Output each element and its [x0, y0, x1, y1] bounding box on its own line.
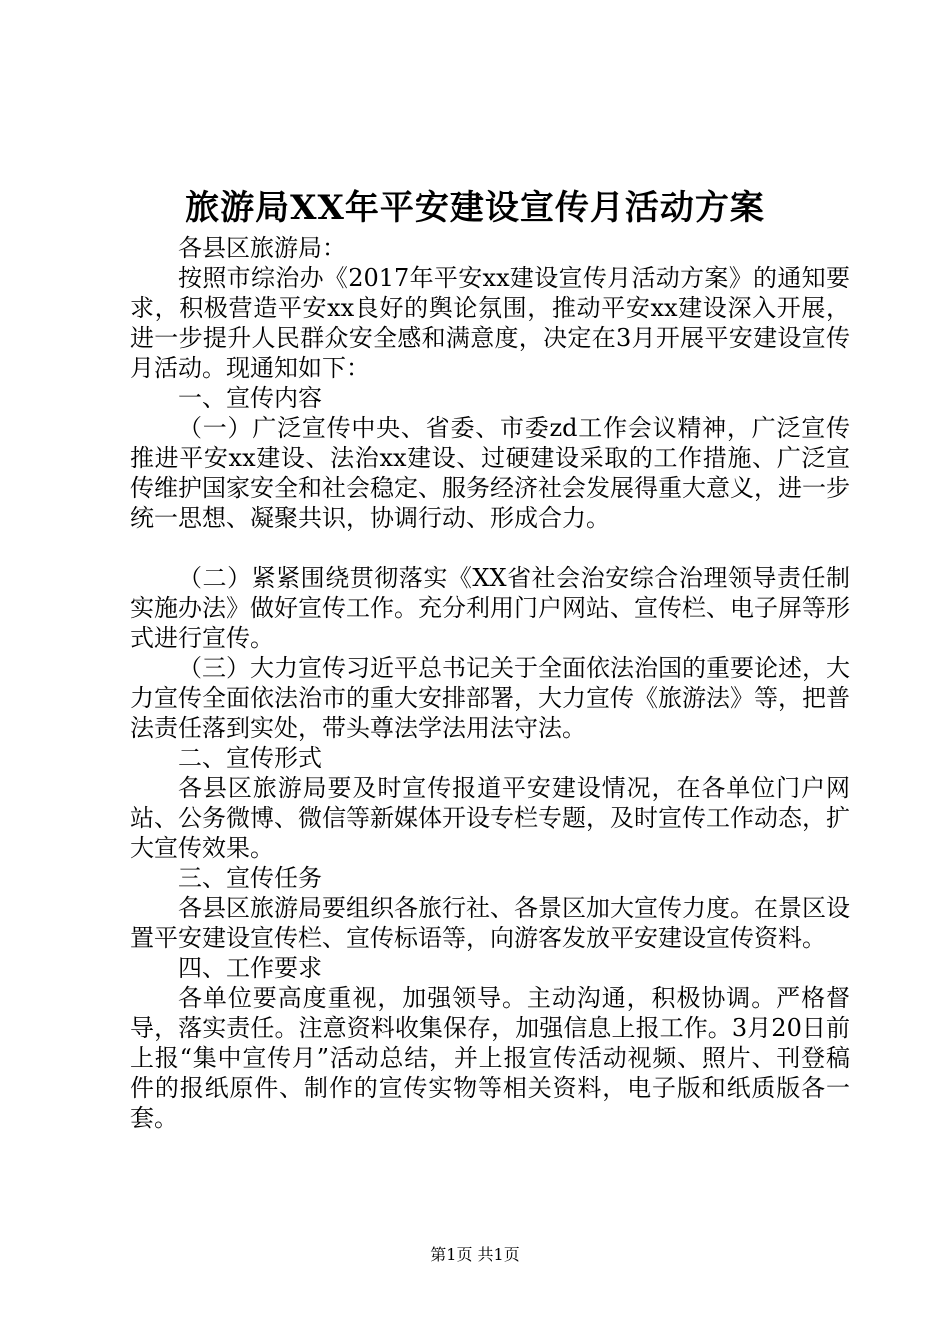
document-title: 旅游局XX年平安建设宣传月活动方案 [185, 188, 765, 228]
content-paragraph-1: （一）广泛宣传中央、省委、市委zd工作会议精神，广泛宣传推进平安xx建设、法治xx建设、过硬建设采取的工作措施、广泛宣传维护国家安全和社会稳定、服务经济社会发展得重大意义，进一步统一思想、凝聚共识，协调行动、形成合力。 [130, 414, 850, 532]
form-paragraph: 各县区旅游局要及时宣传报道平安建设情况，在各单位门户网站、公务微博、微信等新媒体开设专栏专题，及时宣传工作动态，扩大宣传效果。 [130, 774, 850, 862]
document-body [130, 233, 850, 1133]
task-paragraph: 各县区旅游局要组织各旅行社、各景区加大宣传力度。在景区设置平安建设宣传栏、宣传标语等，向游客发放平安建设宣传资料。 [130, 894, 850, 952]
intro-paragraph: 按照市综治办《2017年平安xx建设宣传月活动方案》的通知要求，积极营造平安xx良好的舆论氛围，推动平安xx建设深入开展，进一步提升人民群众安全感和满意度，决定在3月开展平安建设宣传月活动。现通知如下： [130, 264, 850, 382]
section-heading-3: 三、宣传任务 [178, 864, 322, 892]
paragraph-gap [130, 533, 850, 563]
requirement-paragraph: 各单位要高度重视，加强领导。主动沟通，积极协调。严格督导，落实责任。注意资料收集保存，加强信息上报工作。3月20日前上报“集中宣传月”活动总结，并上报宣传活动视频、照片、刊登稿件的报纸原件、制作的宣传实物等相关资料，电子版和纸质版各一套。 [130, 984, 850, 1132]
section-heading-4: 四、工作要求 [178, 954, 322, 982]
content-paragraph-3: （三）大力宣传习近平总书记关于全面依法治国的重要论述，大力宣传全面依法治市的重大安排部署，大力宣传《旅游法》等，把普法责任落到实处，带头尊法学法用法守法。 [130, 654, 850, 742]
section-heading-2: 二、宣传形式 [178, 744, 322, 772]
salutation: 各县区旅游局： [178, 234, 346, 262]
section-heading-1: 一、宣传内容 [178, 384, 322, 412]
page-footer: 第1页 共1页 [430, 1245, 520, 1264]
content-paragraph-2: （二）紧紧围绕贯彻落实《XX省社会治安综合治理领导责任制实施办法》做好宣传工作。充分利用门户网站、宣传栏、电子屏等形式进行宣传。 [130, 564, 850, 652]
